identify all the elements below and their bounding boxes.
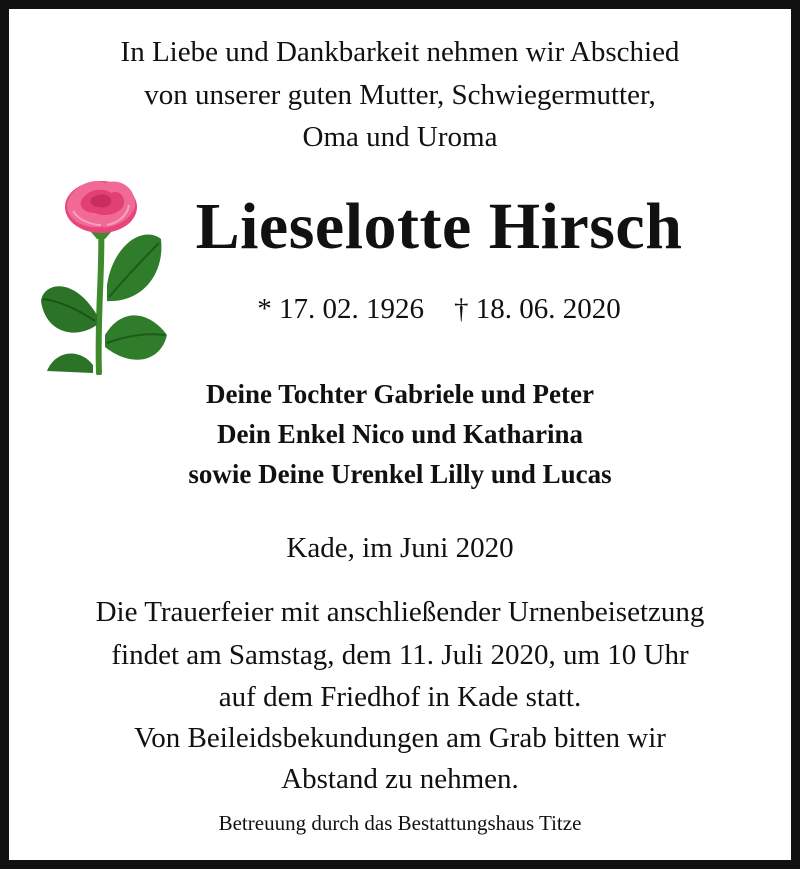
ceremony-line-4: Von Beileidsbekundungen am Grab bitten wir — [134, 722, 666, 754]
family-line-3: sowie Deine Urenkel Lilly und Lucas — [188, 459, 612, 489]
ceremony-line-3: auf dem Friedhof in Kade statt. — [218, 681, 582, 713]
family-line-1: Deine Tochter Gabriele und Peter — [206, 379, 594, 409]
funeral-home-credit: Betreuung durch das Bestattungshaus Titze — [218, 811, 582, 835]
birth-date: * 17. 02. 1926 — [257, 293, 424, 325]
life-dates — [159, 289, 719, 329]
ceremony-line-1: Die Trauerfeier mit anschließender Urnenbeisetzung — [95, 596, 705, 628]
place-date: Kade, im Juni 2020 — [286, 532, 514, 564]
rose-icon — [33, 175, 168, 375]
death-date: † 18. 06. 2020 — [454, 293, 621, 325]
ceremony-line-2: findet am Samstag, dem 11. Juli 2020, um 10 Uhr — [111, 639, 689, 671]
ceremony-line-5: Abstand zu nehmen. — [281, 763, 519, 795]
deceased-name: Lieselotte Hirsch — [195, 190, 683, 263]
intro-line-1: In Liebe und Dankbarkeit nehmen wir Abschied — [120, 36, 680, 68]
intro-line-3: Oma und Uroma — [302, 121, 498, 153]
family-line-2: Dein Enkel Nico und Katharina — [216, 419, 584, 449]
intro-line-2: von unserer guten Mutter, Schwiegermutter, — [144, 79, 656, 111]
